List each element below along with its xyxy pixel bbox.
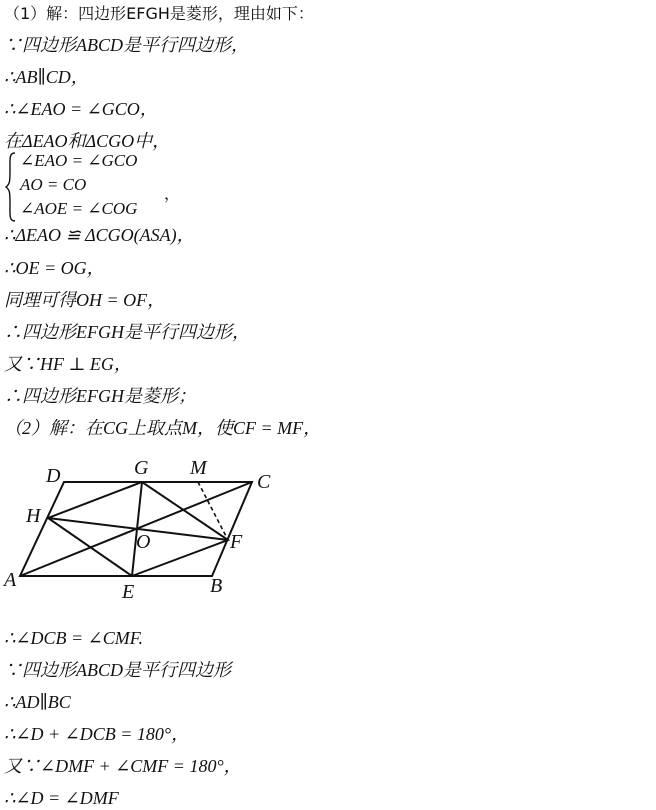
label-a: A bbox=[4, 569, 17, 591]
step-angle-sum-1: ∴∠D + ∠DCB = 180°， bbox=[4, 724, 190, 744]
label-c: C bbox=[257, 471, 271, 493]
step-ab-parallel-cd: ∴AB∥CD， bbox=[4, 67, 89, 87]
part2-heading: （2）解：在CG上取点M，使CF = MF， bbox=[4, 418, 322, 438]
step-ad-parallel-bc: ∴AD∥BC bbox=[4, 692, 71, 712]
system-eq-2: AO = CO bbox=[20, 175, 87, 194]
label-b: B bbox=[210, 575, 223, 597]
step-efgh-rhombus: ∴四边形EFGH是菱形； bbox=[4, 386, 196, 406]
system-eq-1: ∠EAO = ∠GCO bbox=[20, 151, 138, 170]
step-abcd-parallelogram: ∵四边形ABCD是平行四边形， bbox=[4, 35, 249, 55]
label-h: H bbox=[26, 505, 41, 527]
equation-system bbox=[4, 151, 204, 223]
step-abcd-parallelogram-2: ∵四边形ABCD是平行四边形 bbox=[4, 660, 231, 680]
part1-heading: （1）解：四边形EFGH是菱形，理由如下： bbox=[4, 4, 314, 23]
step-hf-perp-eg: 又∵HF ⊥ EG， bbox=[4, 354, 132, 374]
step-angle-eao: ∴∠EAO = ∠GCO， bbox=[4, 99, 158, 119]
step-angle-d-dmf: ∴∠D = ∠DMF bbox=[4, 788, 119, 808]
parallelogram-figure bbox=[0, 448, 300, 608]
label-o: O bbox=[136, 531, 151, 553]
left-brace-icon bbox=[4, 151, 18, 223]
step-oh-of: 同理可得OH = OF， bbox=[4, 290, 166, 310]
label-m: M bbox=[190, 457, 207, 479]
step-oe-og: ∴OE = OG， bbox=[4, 258, 105, 278]
label-f: F bbox=[230, 531, 243, 553]
label-d: D bbox=[46, 465, 61, 487]
system-comma: ， bbox=[164, 184, 181, 203]
system-eq-3: ∠AOE = ∠COG bbox=[20, 199, 138, 218]
step-triangles-intro: 在ΔEAO和ΔCGO中， bbox=[4, 131, 171, 151]
label-e: E bbox=[122, 581, 135, 603]
segment-mf-dashed bbox=[198, 482, 228, 540]
step-congruent: ∴ΔEAO ≌ ΔCGO(ASA)， bbox=[4, 225, 195, 245]
step-efgh-parallelogram: ∴四边形EFGH是平行四边形， bbox=[4, 322, 250, 342]
label-g: G bbox=[134, 457, 149, 479]
step-angle-dcb-cmf: ∴∠DCB = ∠CMF. bbox=[4, 628, 143, 648]
step-angle-sum-2: 又∵∠DMF + ∠CMF = 180°， bbox=[4, 756, 242, 776]
